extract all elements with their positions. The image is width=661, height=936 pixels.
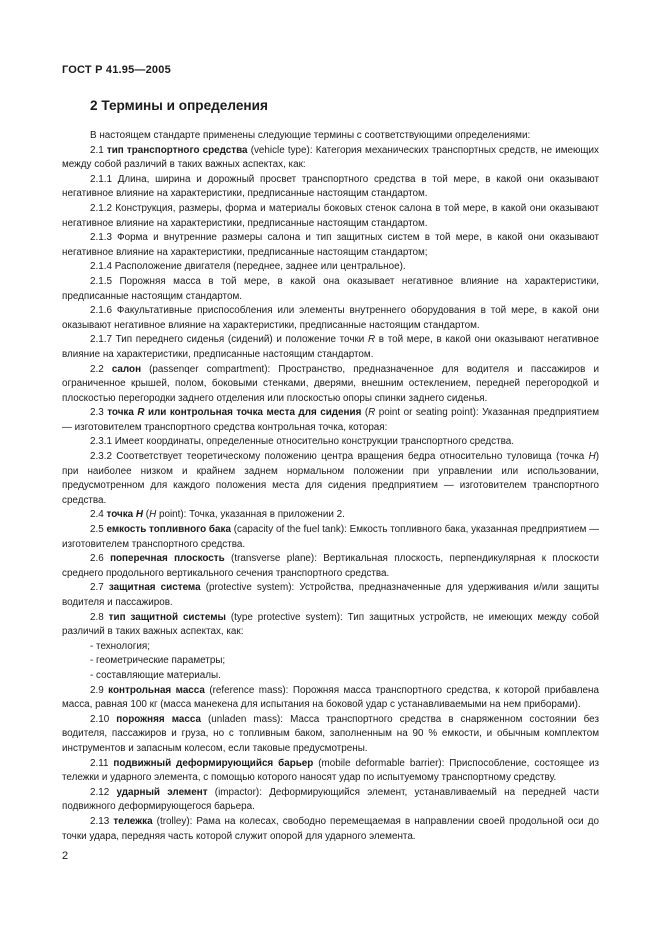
clause-2-6 xyxy=(62,552,599,581)
clause-number: 2.9 xyxy=(90,684,109,696)
definition: (passenqer compartment): Пространство, предназначенное для водителя и пассажиров и ограниченное крышей, полом, боковыми стенками, дверями, внешним остеклением, передней перегородкой и плоскостью перегородки заднего отделения или плоскостью опоры спинки заднего сиденья. xyxy=(62,363,599,404)
definition: (capacity of the fuel tank): Емкость топливного бака, указанная предприятием — изготовителем транспортного средства. xyxy=(62,524,599,550)
clause-2-1-4: 2.1.4 Расположение двигателя (переднее, заднее или центральное). xyxy=(90,261,406,273)
definition: (transverse plane): Вертикальная плоскость, перпендикулярная к плоскости среднего продольного вертикального сечения транспортного средства. xyxy=(62,553,599,579)
document-body xyxy=(62,129,599,844)
clause-2-9 xyxy=(62,684,599,713)
clause-2-5 xyxy=(62,523,599,552)
term: защитная система xyxy=(108,582,201,594)
clause-2-3 xyxy=(62,406,599,435)
term: подвижный деформирующийся барьер xyxy=(113,757,314,769)
clause-number: 2.3 xyxy=(90,407,108,419)
definition: (reference mass): Порожняя масса транспортного средства, к которой прибавлена масса, равная 100 кг (масса манекена для испытания на боковой удар с устанавливаемыми на нем приборами). xyxy=(62,684,599,711)
clause-2-1-6: 2.1.6 Факультативные приспособления или элементы внутреннего оборудования в той мере, в какой они оказывают негативное влияние на характеристики, предписанные настоящим стандартом. xyxy=(62,305,599,331)
clause-2-11 xyxy=(62,757,599,786)
text-part: 2.1.7 Тип переднего сиденья (сидений) и положение точки xyxy=(90,334,368,346)
term: емкость топливного бака xyxy=(106,524,231,536)
text-part: ) при наиболее низком и крайнем заднем нормальном положении при управлении или использовании, предусмотренном для каждого положения места для сидения предприятием — изготовителем транспортного средства. xyxy=(62,451,599,506)
symbol-h: H xyxy=(588,451,596,463)
clause-2-12 xyxy=(62,786,599,815)
list-item: - технология; xyxy=(90,640,150,652)
symbol-h: H xyxy=(135,509,144,521)
clause-number: 2.5 xyxy=(90,524,107,536)
clause-2-8 xyxy=(62,611,599,640)
section-title: 2 Термины и определения xyxy=(90,98,268,113)
clause-number: 2.10 xyxy=(90,713,117,725)
term: поперечная плоскость xyxy=(110,553,225,565)
clause-number: 2.12 xyxy=(90,786,117,798)
clause-2-10 xyxy=(62,713,599,757)
definition: (trolley): Рама на колесах, свободно перемещаемая в направлении своей продольной оси до точки удара, передняя часть которой служит опорой для ударного элемента. xyxy=(62,815,599,842)
term: салон xyxy=(111,363,142,375)
clause-2-7 xyxy=(62,581,599,610)
term: тип транспортного средства xyxy=(106,144,248,156)
symbol-r: R xyxy=(137,407,145,419)
definition: point): Точка, указанная в приложении 2. xyxy=(156,509,345,521)
clause-number: 2.11 xyxy=(90,757,114,769)
page-number: 2 xyxy=(62,850,69,862)
intro-paragraph: В настоящем стандарте применены следующие термины с соответствующими определениями: xyxy=(90,130,531,141)
clause-number: 2.4 xyxy=(90,509,107,521)
clause-2-4 xyxy=(62,508,599,523)
symbol-h: H xyxy=(149,509,157,521)
clause-number: 2.2 xyxy=(90,363,112,375)
definition: (vehicle type): Категория механических транспортных средств, не имеющих между собой различий в таких важных аспектах, как: xyxy=(62,144,599,171)
term: тележка xyxy=(113,815,153,827)
definition: (mobile deformable barrier): Приспособление, состоящее из тележки и ударного элемента, с помощью которого наносят удар по испытуемому транспортному средству. xyxy=(62,757,599,784)
clause-number: 2.6 xyxy=(90,553,111,565)
clause-number: 2.8 xyxy=(90,611,109,623)
clause-2-1-1: 2.1.1 Длина, ширина и дорожный просвет транспортного средства в той мере, в какой они оказывают негативное влияние на характеристики, предписанные настоящим стандартом. xyxy=(62,173,599,200)
term: или контрольная точка места для сидения xyxy=(144,407,362,419)
clause-2-1-3: 2.1.3 Форма и внутренние размеры салона и тип защитных систем в той мере, в какой они оказывают негативное влияние на характеристики, предписанные настоящим стандартом; xyxy=(62,232,599,258)
term: контрольная масса xyxy=(108,684,205,696)
clause-number: 2.1 xyxy=(90,144,107,156)
term: тип защитной системы xyxy=(108,611,226,623)
term: порожняя масса xyxy=(116,713,201,725)
text-part: в той мере, в какой они оказывают негативное влияние на характеристики, предписанные настоящим стандартом. xyxy=(62,334,599,360)
clause-2-1-2: 2.1.2 Конструкция, размеры, форма и материалы боковых стенок салона в той мере, в какой они оказывают негативное влияние на характеристики, предписанные настоящим стандартом. xyxy=(62,202,599,229)
definition: (unladen mass): Масса транспортного средства в снаряженном состоянии без водителя, пассажиров и груза, но с топливным баком, заполненным на 90 % емкости, и обычным комплектом инструментов и запасным колесом, если таковые предусмотрены. xyxy=(62,713,599,754)
clause-2-3-2 xyxy=(62,450,599,508)
clause-2-1-5: 2.1.5 Порожняя масса в той мере, в какой она оказывает негативное влияние на характеристики, предписанные настоящим стандартом. xyxy=(62,275,599,302)
term: точка xyxy=(106,509,136,521)
clause-2-1-7 xyxy=(62,333,599,362)
text-part: 2.3.2 Соответствует теоретическому положению центра вращения бедра относительно туловища (точка xyxy=(90,451,589,463)
definition: point or seating point): Указанная предприятием — изготовителем транспортного средства контрольная точка, которая: xyxy=(62,407,599,433)
symbol-r: R xyxy=(367,334,376,346)
list-item: - составляющие материалы. xyxy=(90,669,221,681)
definition: (protective system): Устройства, предназначенные для удерживания и/или защиты водителя и пассажиров. xyxy=(62,582,599,608)
definition: (impactor): Деформирующийся элемент, устанавливаемый на передней части подвижного деформирующегося барьера. xyxy=(62,786,599,813)
clause-2-2 xyxy=(62,363,599,407)
term: точка xyxy=(107,407,138,419)
document-code: ГОСТ Р 41.95—2005 xyxy=(62,64,171,76)
definition: ( xyxy=(143,509,150,521)
clause-number: 2.13 xyxy=(90,815,114,827)
term: ударный элемент xyxy=(116,786,208,798)
clause-number: 2.7 xyxy=(90,582,109,594)
symbol-r: R xyxy=(368,407,376,419)
clause-2-1 xyxy=(62,144,599,173)
definition: (type protective system): Тип защитных устройств, не имеющих между собой различий в таких важных аспектах, как: xyxy=(62,611,599,638)
list-item: - геометрические параметры; xyxy=(90,655,226,667)
definition: ( xyxy=(361,407,369,419)
clause-2-3-1: 2.3.1 Имеет координаты, определенные относительно конструкции транспортного средства. xyxy=(90,436,515,448)
clause-2-13 xyxy=(62,815,599,844)
